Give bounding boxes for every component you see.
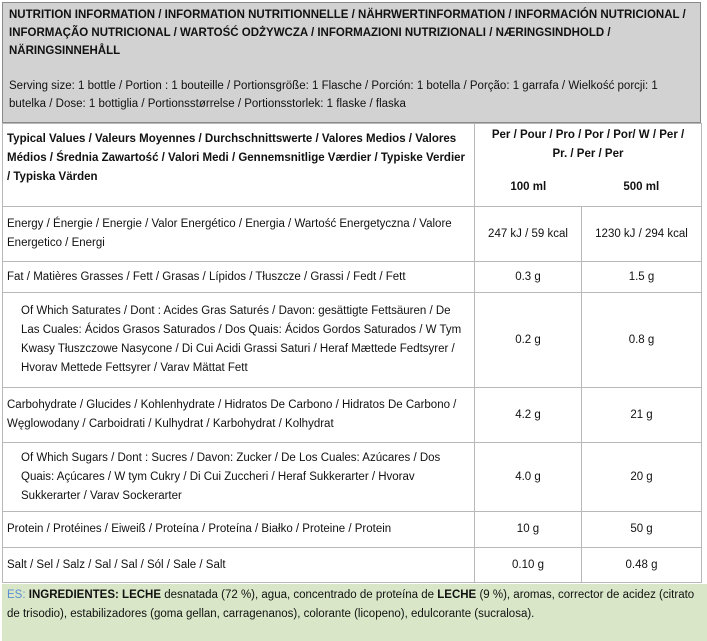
table-row [3, 388, 702, 443]
table-row [3, 512, 702, 548]
ingredients-heading: INGREDIENTES: [28, 589, 119, 601]
table-row [3, 293, 702, 388]
ingredients-block [2, 584, 707, 641]
table-row [3, 443, 702, 512]
table-header-row [3, 124, 702, 207]
saturates-500ml: 0.8 g [582, 293, 702, 388]
per-label: Per / Pour / Pro / Por / Por/ W / Per / Pr. / Per / Per [491, 129, 685, 160]
protein-100ml: 10 g [475, 512, 582, 548]
salt-100ml: 0.10 g [475, 548, 582, 583]
nutrition-title: NUTRITION INFORMATION / INFORMATION NUTRITIONNELLE / NÄHRWERTINFORMATION / INFORMACIÓN NUTRICIONAL / INFORMAÇÃO NUTRICIONAL / WARTOŚĆ ODŻYWCZA / INFORMAZIONI NUTRIZIONALI / NÆRINGSINDHOLD / NÄRINGSINNEHÅLL [9, 9, 686, 57]
fat-500ml: 1.5 g [582, 262, 702, 293]
energy-100ml: 247 kJ / 59 kcal [475, 207, 582, 262]
allergen-leche: LECHE [122, 589, 162, 601]
saturates-label: Of Which Saturates / Dont : Acides Gras Saturés / Davon: gesättigte Fettsäuren / De Las Cuales: Ácidos Grasos Saturados / Dos Quais: Ácidos Gordos Saturados / W Tym Kwasy Tłuszczowe Nasycone / Di Cui Acidi Grassi Saturi / Heraf Mættede Fedtsyrer / Hvorav Mettede Fettsyrer / Varav Mättat Fett [3, 293, 475, 388]
col-100ml: 100 ml [510, 181, 547, 193]
per-header-cell [475, 124, 702, 207]
salt-500ml: 0.48 g [582, 548, 702, 583]
carbohydrate-500ml: 21 g [582, 388, 702, 443]
carbohydrate-label: Carbohydrate / Glucides / Kohlenhydrate / Hidratos De Carbono / Hidratos De Carbono / Węglowodany / Carboidrati / Kulhydrat / Karbohydrat / Kolhydrat [3, 388, 475, 443]
language-code: ES: [7, 589, 26, 601]
carbohydrate-100ml: 4.2 g [475, 388, 582, 443]
fat-label: Fat / Matières Grasses / Fett / Grasas / Lípidos / Tłuszcze / Grassi / Fedt / Fett [3, 262, 475, 293]
allergen-leche-2: LECHE [437, 589, 477, 601]
salt-label: Salt / Sel / Salz / Sal / Sal / Sól / Sale / Salt [3, 548, 475, 583]
table-row [3, 207, 702, 262]
nutrition-table [2, 123, 702, 583]
energy-500ml: 1230 kJ / 294 kcal [582, 207, 702, 262]
saturates-100ml: 0.2 g [475, 293, 582, 388]
col-500ml: 500 ml [623, 181, 660, 193]
table-row [3, 548, 702, 583]
ingredients-text-2: (9 %), aromas, corrector de acidez (citrato de trisodio), estabilizadores (goma gellan, carragenanos), colorante (licopeno), edulcorante (sucralosa). [7, 589, 695, 620]
fat-100ml: 0.3 g [475, 262, 582, 293]
sugars-100ml: 4.0 g [475, 443, 582, 512]
ingredients-text-1: desnatada (72 %), agua, concentrado de proteína de [164, 589, 435, 601]
energy-label: Energy / Énergie / Energie / Valor Energético / Energia / Wartość Energetyczna / Valore Energetico / Energi [3, 207, 475, 262]
protein-label: Protein / Protéines / Eiweiß / Proteína / Proteína / Białko / Proteine / Protein [3, 512, 475, 548]
protein-500ml: 50 g [582, 512, 702, 548]
nutrition-header [2, 2, 701, 123]
per-columns [475, 178, 701, 197]
table-row [3, 262, 702, 293]
sugars-label: Of Which Sugars / Dont : Sucres / Davon: Zucker / De Los Cuales: Azúcares / Dos Quais: Açúcares / W tym Cukry / Di Cui Zuccheri / Heraf Sukkerarter / Hvorav Sukkerarter / Varav Sockerarter [3, 443, 475, 512]
typical-values-label: Typical Values / Valeurs Moyennes / Durchschnittswerte / Valores Medios / Valores Médios / Średnia Zawartość / Valori Medi / Gennemsnitlige Værdier / Typiske Verdier / Typiska Värden [3, 124, 475, 207]
serving-size-text: Serving size: 1 bottle / Portion : 1 bouteille / Portionsgröße: 1 Flasche / Porción: 1 botella / Porção: 1 garrafa / Wielkość porcji: 1 butelka / Dose: 1 bottiglia / Portionsstørrelse / Portionsstorlek: 1 flaske / flaska [9, 80, 658, 110]
sugars-500ml: 20 g [582, 443, 702, 512]
